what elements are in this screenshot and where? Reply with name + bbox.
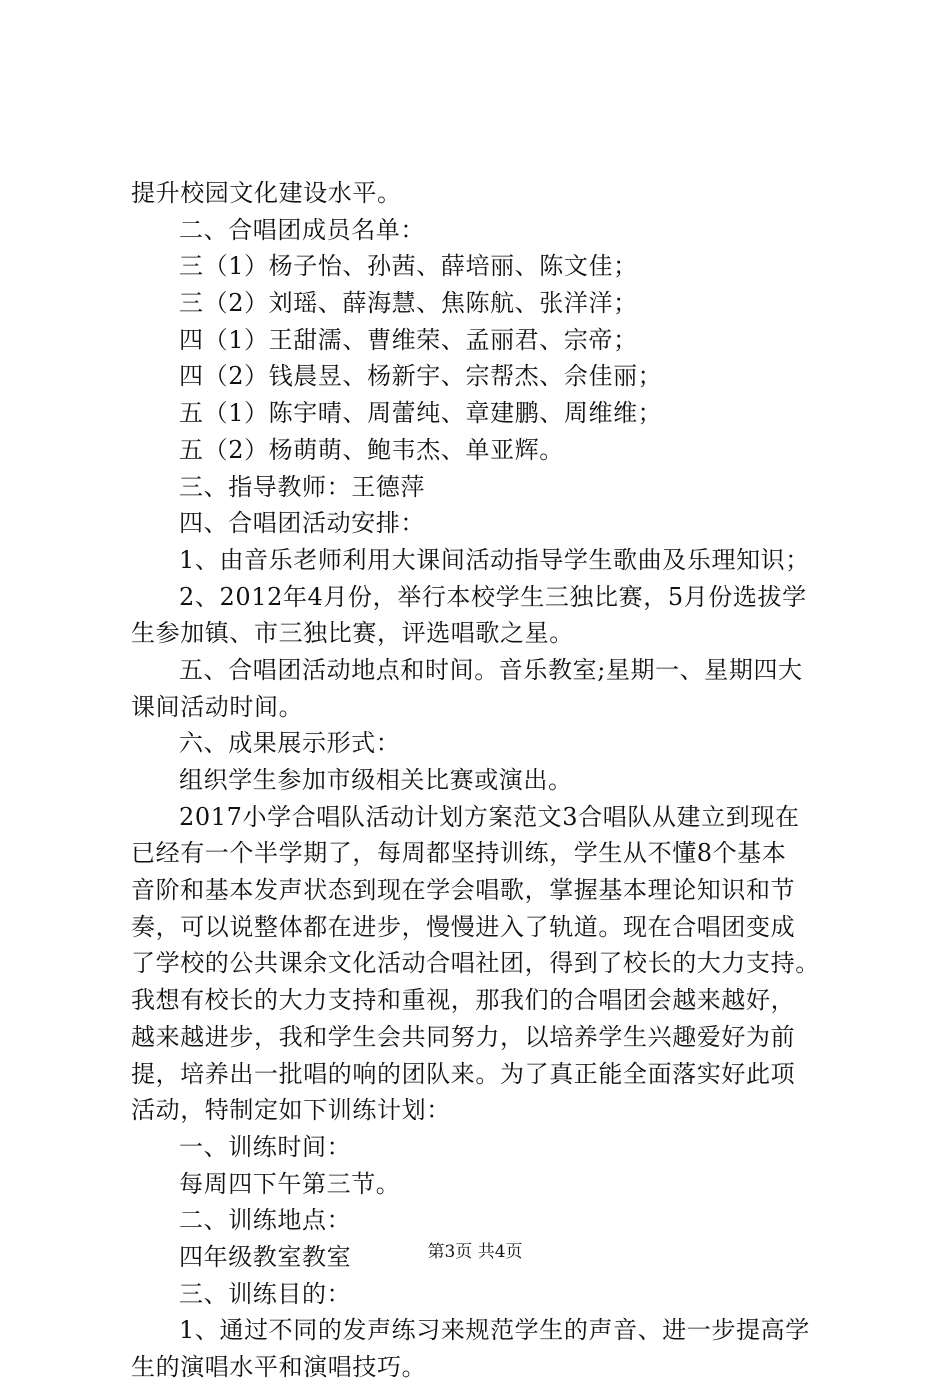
text-line: 1、由音乐老师利用大课间活动指导学生歌曲及乐理知识； bbox=[179, 545, 810, 574]
text-line: 生参加镇、市三独比赛，评选唱歌之星。 bbox=[131, 619, 574, 648]
page-footer: 第3页 共4页 bbox=[427, 1242, 523, 1262]
text-line: 二、训练地点： bbox=[179, 1206, 352, 1235]
text-line: 三（2）刘瑶、薛海慧、焦陈航、张洋洋； bbox=[179, 289, 638, 318]
text-line: 五（1）陈宇晴、周蕾纯、章建鹏、周维维； bbox=[179, 399, 663, 428]
text-line: 已经有一个半学期了，每周都坚持训练，学生从不懂8个基本 bbox=[131, 839, 787, 868]
text-line: 活动，特制定如下训练计划： bbox=[131, 1096, 451, 1125]
text-line: 一、训练时间： bbox=[179, 1132, 352, 1161]
text-line: 越来越进步，我和学生会共同努力，以培养学生兴趣爱好为前 bbox=[131, 1022, 796, 1051]
text-line: 五（2）杨萌萌、鲍韦杰、单亚辉。 bbox=[179, 435, 564, 464]
text-line: 四（1）王甜濡、曹维荣、孟丽君、宗帝； bbox=[179, 325, 638, 354]
text-line: 生的演唱水平和演唱技巧。 bbox=[131, 1353, 427, 1381]
text-line: 2017小学合唱队活动计划方案范文3合唱队从建立到现在 bbox=[179, 802, 800, 831]
text-line: 提升校园文化建设水平。 bbox=[131, 179, 402, 207]
text-line: 四（2）钱晨昱、杨新宇、宗帮杰、佘佳丽； bbox=[179, 362, 663, 391]
text-line: 四年级教室教室 bbox=[179, 1242, 352, 1271]
text-line: 我想有校长的大力支持和重视，那我们的合唱团会越来越好， bbox=[131, 986, 796, 1015]
document-body bbox=[131, 175, 831, 1386]
text-line: 音阶和基本发声状态到现在学会唱歌，掌握基本理论知识和节 bbox=[131, 876, 796, 905]
text-line: 二、合唱团成员名单： bbox=[179, 215, 425, 244]
text-line: 奏，可以说整体都在进步，慢慢进入了轨道。现在合唱团变成 bbox=[131, 912, 796, 941]
text-line: 五、合唱团活动地点和时间。音乐教室;星期一、星期四大 bbox=[179, 655, 803, 684]
text-line: 组织学生参加市级相关比赛或演出。 bbox=[179, 766, 573, 794]
text-line: 1、通过不同的发声练习来规范学生的声音、进一步提高学 bbox=[179, 1316, 810, 1345]
text-line: 六、成果展示形式： bbox=[179, 729, 401, 758]
text-line: 三、指导教师：王德萍 bbox=[179, 472, 425, 501]
text-line: 三、训练目的： bbox=[179, 1279, 352, 1308]
text-line: 每周四下午第三节。 bbox=[179, 1169, 401, 1198]
text-line: 四、合唱团活动安排： bbox=[179, 509, 425, 538]
text-line: 课间活动时间。 bbox=[131, 692, 304, 721]
text-line: 三（1）杨子怡、孙茜、薛培丽、陈文佳； bbox=[179, 252, 638, 281]
text-line: 2、2012年4月份，举行本校学生三独比赛，5月份选拔学 bbox=[179, 582, 807, 611]
text-line: 了学校的公共课余文化活动合唱社团，得到了校长的大力支持。 bbox=[131, 949, 820, 978]
text-line: 提，培养出一批唱的响的团队来。为了真正能全面落实好此项 bbox=[131, 1059, 796, 1088]
